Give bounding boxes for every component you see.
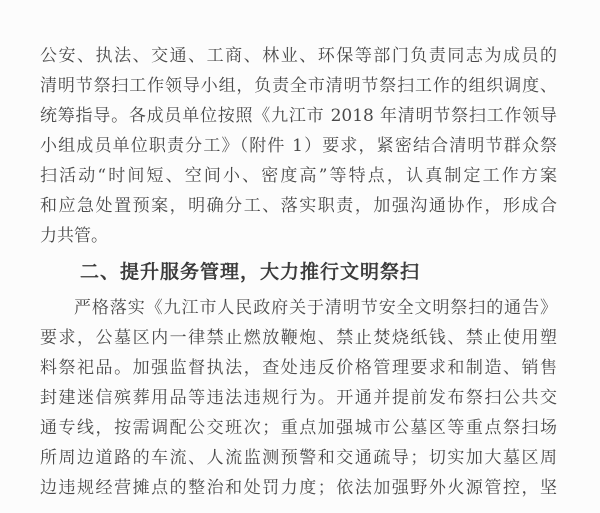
text-line: 严格落实《九江市人民政府关于清明节安全文明祭扫的通告》	[74, 298, 557, 318]
text-line: 边违规经营摊点的整治和处罚力度；依法加强野外火源管控，坚	[40, 478, 557, 498]
text-line: 封建迷信殡葬用品等违法违规行为。开通并提前发布祭扫公共交	[40, 388, 557, 408]
text-line: 清明节祭扫工作领导小组，负责全市清明节祭扫工作的组织调度、	[40, 76, 557, 96]
section-heading: 二、提升服务管理，大力推行文明祭扫	[80, 261, 421, 283]
text-line: 力共管。	[40, 226, 108, 246]
paragraph-civilized-memorial	[40, 293, 557, 503]
text-line: 公安、执法、交通、工商、林业、环保等部门负责同志为成员的	[40, 46, 557, 66]
text-line: 统筹指导。各成员单位按照《九江市 2018 年清明节祭扫工作领导	[40, 106, 557, 126]
text-line: 所周边道路的车流、人流监测预警和交通疏导；切实加大墓区周	[40, 448, 557, 468]
paragraph-leadership-group	[40, 41, 557, 251]
text-line: 扫活动“时间短、空间小、密度高”等特点，认真制定工作方案	[40, 166, 557, 186]
text-line: 小组成员单位职责分工》（附件 1）要求，紧密结合清明节群众祭	[40, 136, 557, 156]
text-line: 料祭祀品。加强监督执法，查处违反价格管理要求和制造、销售	[40, 358, 557, 378]
text-line: 要求，公墓区内一律禁止燃放鞭炮、禁止焚烧纸钱、禁止使用塑	[40, 328, 557, 348]
text-line: 通专线，按需调配公交班次；重点加强城市公墓区等重点祭扫场	[40, 418, 557, 438]
text-line: 和应急处置预案，明确分工、落实职责，加强沟通协作，形成合	[40, 196, 557, 216]
